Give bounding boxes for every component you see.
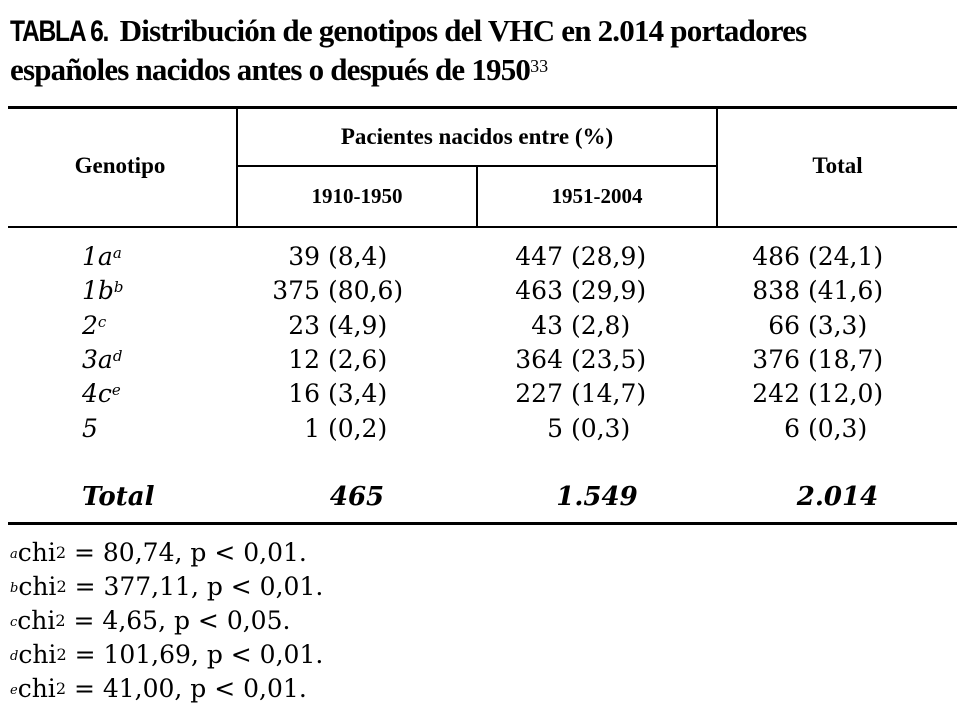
cell-col1910: 1 (0,2) [304,413,388,443]
genotype-label: 4c [82,379,112,409]
footnote-exponent: 2 [55,679,66,698]
total-col1: 465 [329,482,385,512]
header-total: Total [812,153,863,178]
genotype-footnote-marker: d [112,346,123,365]
genotype-footnote-marker: a [112,244,122,262]
footnote-value: = 80,74, p < 0,01. [66,538,307,567]
cell-col1951: 227 (14,7) [515,379,647,409]
table-caption [10,12,960,89]
footnote-value: = 4,65, p < 0,05. [65,606,291,635]
caption-line-2: españoles nacidos antes o después de 1950 [10,52,531,87]
genotype-label: 5 [82,413,98,443]
genotype-label: 3a [82,344,113,374]
footnote [10,638,323,672]
footnote-marker: d [10,649,19,664]
genotype-footnote-marker: c [97,312,107,331]
footnote-marker: a [10,547,18,562]
footnote [10,672,323,706]
cell-col1910: 16 (3,4) [288,379,388,409]
genotype-cell [82,412,98,446]
footnote-exponent: 2 [56,645,67,664]
genotype-cell [82,377,121,411]
cell-total: 376 (18,7) [752,344,884,374]
genotype-label: 1b [82,276,114,306]
footnote-exponent: 2 [55,543,67,562]
genotype-label: 2 [82,310,98,340]
table-label: TABLA 6. [10,15,109,48]
header-bottom-rule [8,226,957,228]
header-genotipo: Genotipo [74,153,166,178]
footnote [10,536,323,570]
footnote [10,604,323,638]
footnote-marker: b [10,581,19,596]
cell-total: 838 (41,6) [752,276,884,306]
genotype-cell [82,274,124,308]
total-col2: 1.549 [556,482,638,512]
cell-col1951: 43 (2,8) [531,310,631,340]
footnote [10,570,323,604]
header-group: Pacientes nacidos entre (%) [340,124,614,149]
genotype-label: 1a [82,242,113,271]
header-col-1951-2004: 1951-2004 [551,184,643,208]
genotype-footnote-marker: b [113,278,124,297]
cell-total: 242 (12,0) [752,379,884,409]
footnote-statistic: chi [17,606,56,635]
cell-col1910: 12 (2,6) [288,344,388,374]
cell-total: 66 (3,3) [768,310,868,340]
footnote-marker: e [10,683,18,698]
cell-col1910: 375 (80,6) [272,276,404,306]
cell-total: 486 (24,1) [752,242,884,271]
caption-reference: 33 [530,56,549,76]
genotype-cell [82,309,106,343]
footnote-exponent: 2 [55,611,66,630]
cell-col1951: 364 (23,5) [515,344,647,374]
footnote-statistic: chi [18,572,57,601]
genotype-cell [82,240,122,274]
cell-col1910: 39 (8,4) [288,242,388,271]
total-label: Total [82,482,155,512]
cell-col1951: 5 (0,3) [547,413,631,443]
footnote-exponent: 2 [56,577,67,596]
header-col-1910-1950: 1910-1950 [311,184,403,208]
footnote-value: = 377,11, p < 0,01. [66,572,324,601]
genotype-footnote-marker: e [111,381,121,400]
cell-col1910: 23 (4,9) [288,310,388,340]
footnote-statistic: chi [18,640,57,669]
footnote-statistic: chi [17,674,56,703]
genotype-cell [82,343,122,377]
cell-col1951: 447 (28,9) [515,242,647,271]
cell-col1951: 463 (29,9) [515,276,647,306]
total-overall: 2.014 [796,482,879,512]
footnote-value: = 101,69, p < 0,01. [66,640,324,669]
caption-line-1: Distribución de genotipos del VHC en 2.014 portadores [119,13,807,48]
cell-total: 6 (0,3) [784,413,868,443]
table-bottom-rule [8,522,957,525]
footnote-statistic: chi [17,538,56,567]
table-top-rule [8,106,957,109]
footnote-marker: c [10,615,18,630]
footnote-value: = 41,00, p < 0,01. [66,674,307,703]
footnotes [10,536,323,706]
